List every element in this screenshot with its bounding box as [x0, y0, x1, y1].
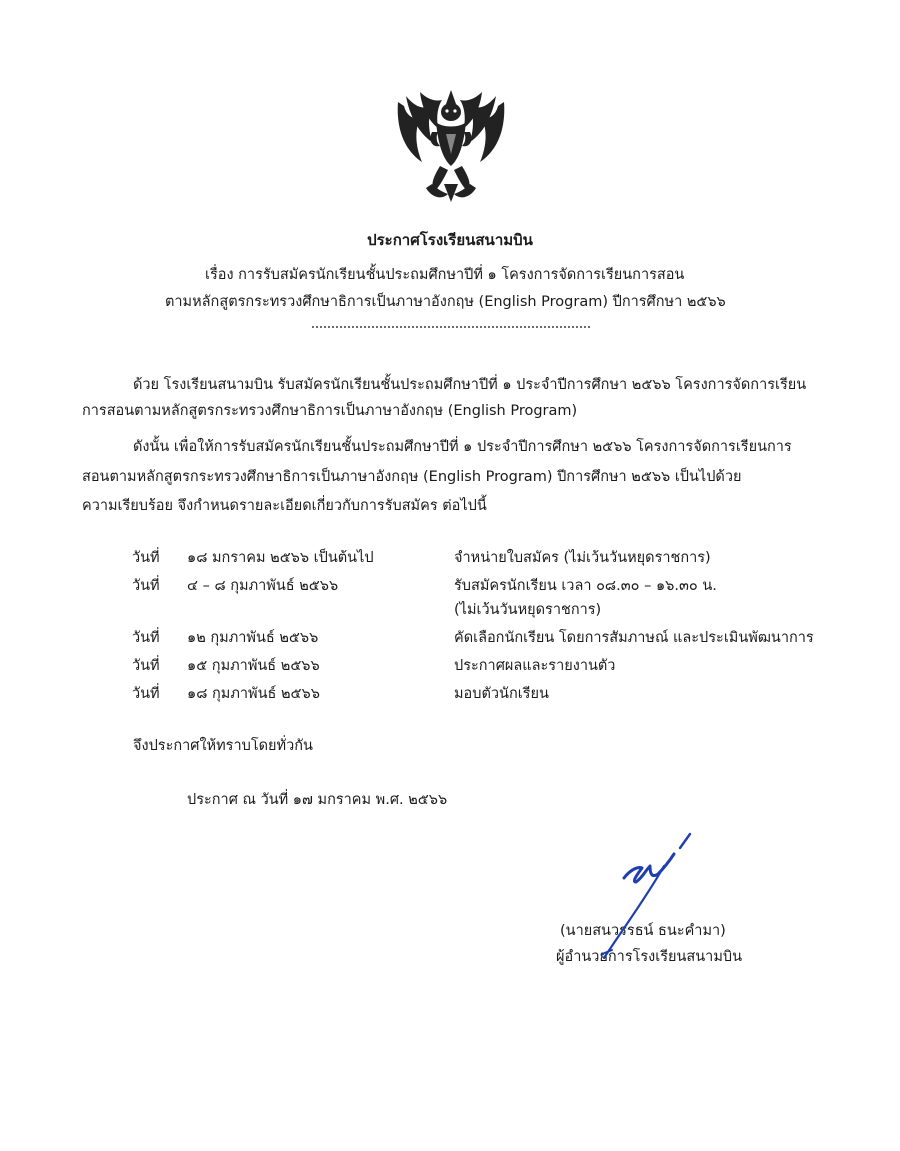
dotted-divider: [312, 326, 590, 328]
handwritten-signature: [566, 826, 726, 976]
schedule-day-label: วันที่: [132, 578, 160, 594]
announcement-date: ประกาศ ณ วันที่ ๑๗ มกราคม พ.ศ. ๒๕๖๖: [187, 792, 448, 808]
garuda-emblem-icon: [392, 88, 510, 204]
schedule-day-label: วันที่: [132, 550, 160, 566]
schedule-day-label: วันที่: [132, 686, 160, 702]
paragraph-1-line-2: การสอนตามหลักสูตรกระทรวงศึกษาธิการเป็นภาษาอังกฤษ (English Program): [82, 403, 578, 419]
schedule-date: ๑๒ กุมภาพันธ์ ๒๕๖๖: [187, 630, 319, 646]
schedule-day-label: วันที่: [132, 658, 160, 674]
schedule-day-label: วันที่: [132, 630, 160, 646]
signer-name: (นายสนวรรธน์ ธนะคำมา): [560, 923, 726, 939]
schedule-date: ๑๘ กุมภาพันธ์ ๒๕๖๖: [187, 686, 320, 702]
schedule-date: ๔ – ๘ กุมภาพันธ์ ๒๕๖๖: [187, 578, 339, 594]
schedule-activity: จำหน่ายใบสมัคร (ไม่เว้นวันหยุดราชการ): [454, 550, 711, 566]
schedule-activity: มอบตัวนักเรียน: [454, 686, 549, 702]
schedule-date: ๑๕ กุมภาพันธ์ ๒๕๖๖: [187, 658, 320, 674]
schedule-activity: ประกาศผลและรายงานตัว: [454, 658, 616, 674]
schedule-activity-note: (ไม่เว้นวันหยุดราชการ): [454, 602, 602, 618]
subject-line-2: ตามหลักสูตรกระทรวงศึกษาธิการเป็นภาษาอังกฤษ (English Program) ปีการศึกษา ๒๕๖๖: [165, 294, 726, 310]
schedule-date: ๑๘ มกราคม ๒๕๖๖ เป็นต้นไป: [187, 550, 374, 566]
paragraph-2-line-3: ความเรียบร้อย จึงกำหนดรายละเอียดเกี่ยวกับการรับสมัคร ต่อไปนี้: [82, 498, 487, 514]
schedule-activity: คัดเลือกนักเรียน โดยการสัมภาษณ์ และประเมินพัฒนาการ: [454, 630, 814, 646]
paragraph-1-line-1: ด้วย โรงเรียนสนามบิน รับสมัครนักเรียนชั้นประถมศึกษาปีที่ ๑ ประจำปีการศึกษา ๒๕๖๖ โครงการจัดการเรียน: [133, 377, 807, 393]
closing-statement: จึงประกาศให้ทราบโดยทั่วกัน: [133, 738, 313, 754]
paragraph-2-line-2: สอนตามหลักสูตรกระทรวงศึกษาธิการเป็นภาษาอังกฤษ (English Program) ปีการศึกษา ๒๕๖๖ เป็นไปด้วย: [82, 469, 742, 485]
schedule-activity: รับสมัครนักเรียน เวลา ๐๘.๓๐ – ๑๖.๓๐ น.: [454, 578, 717, 594]
subject-line-1: เรื่อง การรับสมัครนักเรียนชั้นประถมศึกษาปีที่ ๑ โครงการจัดการเรียนการสอน: [205, 267, 685, 283]
paragraph-2-line-1: ดังนั้น เพื่อให้การรับสมัครนักเรียนชั้นประถมศึกษาปีที่ ๑ ประจำปีการศึกษา ๒๕๖๖ โครงการจัดการเรียนการ: [133, 439, 792, 455]
signer-position: ผู้อำนวยการโรงเรียนสนามบิน: [556, 949, 742, 965]
document-title: ประกาศโรงเรียนสนามบิน: [367, 231, 533, 249]
